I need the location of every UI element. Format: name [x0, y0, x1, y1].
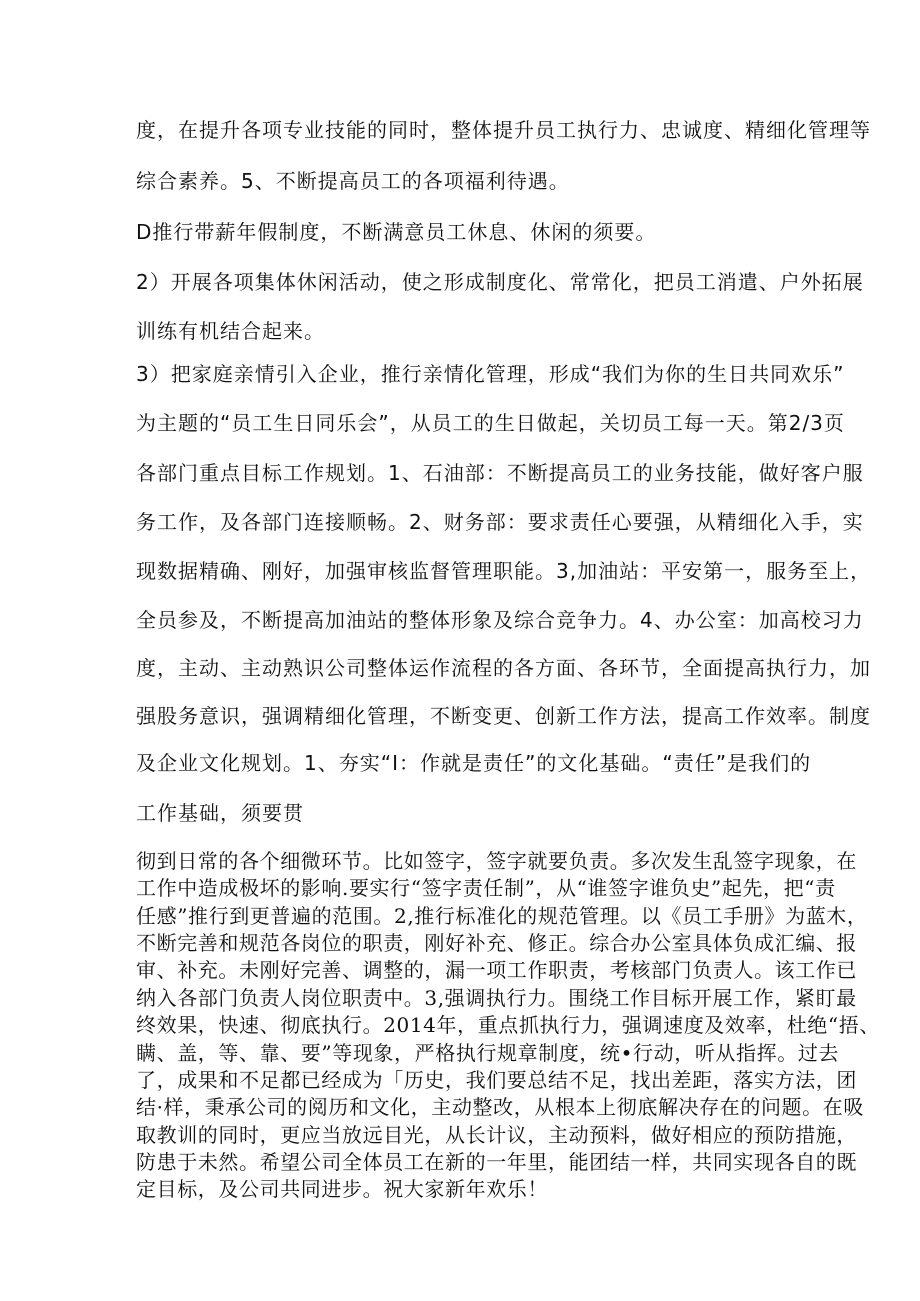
text-line: D推行带薪年假制度，不断满意员工休息、休闲的须要。	[136, 220, 657, 244]
text-line: 强股务意识，强调精细化管理，不断变更、创新工作方法，提高工作效率。制度	[136, 704, 871, 728]
text-line: 终效果，快速、彻底执行。2014年，重点抓执行力，强调速度及效率，杜绝“捂、	[136, 1013, 880, 1037]
text-line: 及企业文化规划。1、夯实“I：作就是责任”的文化基础。“责任”是我们的	[136, 751, 812, 775]
text-line: 审、补充。未刚好完善、调整的，漏一项工作职责，考核部门负责人。该工作已	[136, 958, 857, 982]
text-line: 防患于未然。希望公司全体员工在新的一年里，能团结一样，共同实现各自的既	[136, 1150, 857, 1174]
text-line: 纳入各部门负责人岗位职责中。3,强调执行力。围绕工作目标开展工作，紧盯最	[136, 986, 857, 1010]
text-line: 结·样，秉承公司的阅历和文化，主动整改，从根本上彻底解决存在的问题。在吸	[136, 1095, 864, 1119]
text-line: 全员参及，不断提高加油站的整体形象及综合竞争力。4、办公室：加高校习力	[136, 608, 864, 632]
text-line: 度，在提升各项专业技能的同时，整体提升员工执行力、忠诚度、精细化管理等	[136, 118, 871, 142]
text-line: 训练有机结合起来。	[136, 319, 325, 343]
text-line: 任感”推行到更普遍的范围。2,推行标准化的规范管理。以《员工手册》为蓝木，	[136, 904, 868, 928]
text-line: 务工作，及各部门连接顺畅。2、财务部：要求责任心要强，从精细化入手，实	[136, 510, 864, 534]
text-line: 2）开展各项集体休闲活动，使之形成制度化、常常化，把员工消遣、户外拓展	[136, 270, 864, 294]
text-line: 为主题的“员工生日同乐会”，从员工的生日做起，关切员工每一天。第2/3页	[136, 411, 845, 435]
text-line: 综合素养。5、不断提高员工的各项福利待遇。	[136, 169, 570, 193]
text-line: 定目标，及公司共同进步。祝大家新年欢乐！	[136, 1177, 548, 1201]
text-line: 现数据精确、刚好，加强审核监督管理职能。3,加油站：平安第一，服务至上，	[136, 559, 872, 583]
text-line: 不断完善和规范各岗位的职责，刚好补充、修正。综合办公室具体负成汇编、报	[136, 931, 857, 955]
text-line: 度，主动、主动熟识公司整体运作流程的各方面、各环节，全面提高执行力，加	[136, 656, 871, 680]
text-line: 了，成果和不足都已经成为「历史，我们要总结不足，找出差距，落实方法，团	[136, 1068, 857, 1092]
text-line: 瞒、盖，等、靠、要”等现象，严格执行规章制度，统•行动，听从指挥。过去	[136, 1041, 840, 1065]
text-line: 取教训的同时，更应当放远目光，从长计议，主动预料，做好相应的预防措施，	[136, 1123, 857, 1147]
text-line: 3）把家庭亲情引入企业，推行亲情化管理，形成“我们为你的生日共同欢乐”	[136, 362, 845, 386]
text-line: 彻到日常的各个细微环节。比如签字，签字就要负责。多次发生乱签字现象，在	[136, 849, 857, 873]
text-line: 各部门重点目标工作规划。1、石油部：不断提高员工的业务技能，做好客户服	[136, 461, 864, 485]
text-line: 工作基础，须要贯	[136, 801, 304, 825]
text-line: 工作中造成极坏的影响.要实行“签字责任制”，从“谁签字谁负史”起先，把“责	[136, 876, 836, 900]
